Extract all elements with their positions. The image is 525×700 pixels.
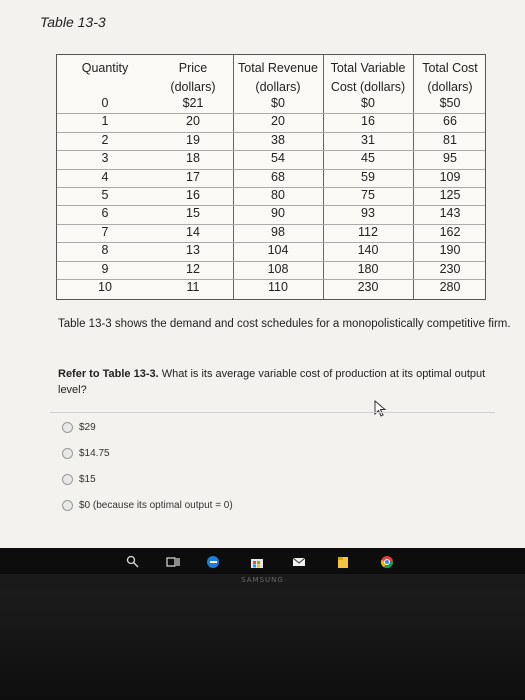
cell-price: 13: [186, 243, 200, 258]
cell-total-revenue: 38: [271, 132, 285, 147]
answer-option-4[interactable]: [62, 500, 233, 511]
cell-price: 15: [186, 206, 200, 221]
table-row: [57, 262, 485, 280]
cell-price: 19: [186, 132, 200, 147]
cell-quantity: 4: [101, 169, 109, 184]
option-label: $14.75: [79, 448, 110, 459]
header-quantity: Quantity: [81, 61, 129, 75]
table-row: [57, 188, 485, 206]
table-row: [57, 225, 485, 243]
cell-total-cost: 66: [443, 114, 457, 129]
cell-quantity: 0: [101, 96, 109, 110]
cell-total-cost: $50: [439, 96, 461, 110]
desk-background: [0, 590, 525, 700]
row-divider: [57, 279, 485, 280]
question-reference: Refer to Table 13-3.: [58, 368, 159, 380]
cell-price: 17: [186, 169, 200, 184]
cell-quantity: 9: [101, 261, 109, 276]
cell-quantity: 1: [101, 114, 109, 129]
cell-total-variable-cost: 180: [357, 261, 379, 276]
header-total-cost: Total Cost (dollars): [422, 61, 478, 94]
cell-quantity: 3: [101, 151, 109, 166]
table-row: [57, 114, 485, 132]
cell-price: 16: [186, 188, 200, 202]
cell-total-revenue: 68: [271, 169, 285, 184]
cell-total-variable-cost: 75: [361, 188, 375, 202]
cell-total-variable-cost: $0: [361, 96, 375, 110]
row-divider: [57, 150, 485, 151]
radio-button[interactable]: [62, 474, 73, 485]
cell-total-variable-cost: 112: [358, 224, 378, 239]
table-row: [57, 96, 485, 114]
header-price: Price (dollars): [170, 61, 216, 94]
monitor-brand-logo: SAMSUNG: [241, 576, 284, 584]
mouse-cursor-icon: [374, 400, 388, 418]
cell-total-cost: 162: [439, 224, 461, 239]
cell-quantity: 6: [101, 206, 109, 221]
cell-price: 20: [186, 114, 200, 129]
cell-total-revenue: 104: [267, 243, 289, 258]
table-row: [57, 280, 485, 298]
cell-total-variable-cost: 59: [361, 169, 375, 184]
cell-price: 14: [186, 224, 200, 239]
data-table: [56, 54, 486, 300]
cell-quantity: 7: [101, 224, 109, 239]
header-total-revenue: Total Revenue (dollars): [238, 61, 318, 94]
cell-total-cost: 280: [439, 280, 461, 294]
row-divider: [57, 205, 485, 206]
answer-option-1[interactable]: [62, 422, 96, 433]
radio-button[interactable]: [62, 448, 73, 459]
option-label: $0 (because its optimal output = 0): [79, 500, 233, 511]
table-title: Table 13-3: [40, 14, 106, 30]
cell-quantity: 2: [101, 132, 109, 147]
cell-price: 11: [186, 280, 200, 294]
chrome-icon[interactable]: [380, 555, 394, 569]
cell-total-cost: 125: [439, 188, 461, 202]
cell-total-variable-cost: 31: [361, 132, 375, 147]
row-divider: [57, 187, 485, 188]
cell-total-cost: 143: [439, 206, 461, 221]
question-body: What is its average variable cost of production at its optimal output level?: [58, 368, 486, 396]
cell-total-revenue: 20: [271, 114, 285, 129]
row-divider: [57, 261, 485, 262]
radio-button[interactable]: [62, 422, 73, 433]
cell-total-revenue: 54: [271, 151, 285, 166]
cell-total-revenue: 80: [271, 188, 285, 202]
cell-price: 12: [186, 261, 200, 276]
cell-quantity: 10: [98, 280, 112, 294]
header-total-variable-cost: Total Variable Cost (dollars): [330, 61, 406, 94]
row-divider: [57, 132, 485, 133]
table-row: [57, 243, 485, 261]
row-divider: [57, 113, 485, 114]
search-icon[interactable]: [126, 555, 140, 569]
table-row: [57, 151, 485, 169]
table-row: [57, 206, 485, 224]
cell-quantity: 5: [101, 188, 109, 202]
cell-total-variable-cost: 16: [361, 114, 375, 129]
cell-total-cost: 81: [443, 132, 457, 147]
store-icon[interactable]: [250, 555, 264, 569]
option-label: $29: [79, 422, 96, 433]
cell-total-variable-cost: 93: [361, 206, 375, 221]
cell-total-variable-cost: 230: [357, 280, 379, 294]
option-label: $15: [79, 474, 96, 485]
table-description: Table 13-3 shows the demand and cost schedules for a monopolistically competitive firm.: [58, 318, 511, 330]
cell-total-cost: 95: [443, 151, 457, 166]
cell-total-revenue: $0: [271, 96, 285, 110]
answer-option-3[interactable]: [62, 474, 96, 485]
cell-quantity: 8: [101, 243, 109, 258]
question-text: [58, 366, 498, 398]
cell-total-revenue: 90: [271, 206, 285, 221]
edge-browser-icon[interactable]: [206, 555, 220, 569]
task-view-icon[interactable]: [166, 555, 180, 569]
cell-total-variable-cost: 140: [357, 243, 379, 258]
cell-price: 18: [186, 151, 200, 166]
taskbar: [0, 548, 525, 574]
cell-total-variable-cost: 45: [361, 151, 375, 166]
cell-price: $21: [182, 96, 204, 110]
cell-total-revenue: 98: [271, 224, 285, 239]
cell-total-revenue: 108: [267, 261, 289, 276]
table-row: [57, 133, 485, 151]
mail-icon[interactable]: [292, 555, 306, 569]
row-divider: [57, 169, 485, 170]
cell-total-cost: 230: [439, 261, 461, 276]
row-divider: [57, 224, 485, 225]
radio-button[interactable]: [62, 500, 73, 511]
cell-total-cost: 109: [439, 169, 461, 184]
answer-option-2[interactable]: [62, 448, 110, 459]
file-explorer-icon[interactable]: [336, 555, 350, 569]
table-row: [57, 170, 485, 188]
cell-total-cost: 190: [439, 243, 461, 258]
row-divider: [57, 242, 485, 243]
cell-total-revenue: 110: [268, 280, 288, 294]
divider: [50, 412, 495, 413]
